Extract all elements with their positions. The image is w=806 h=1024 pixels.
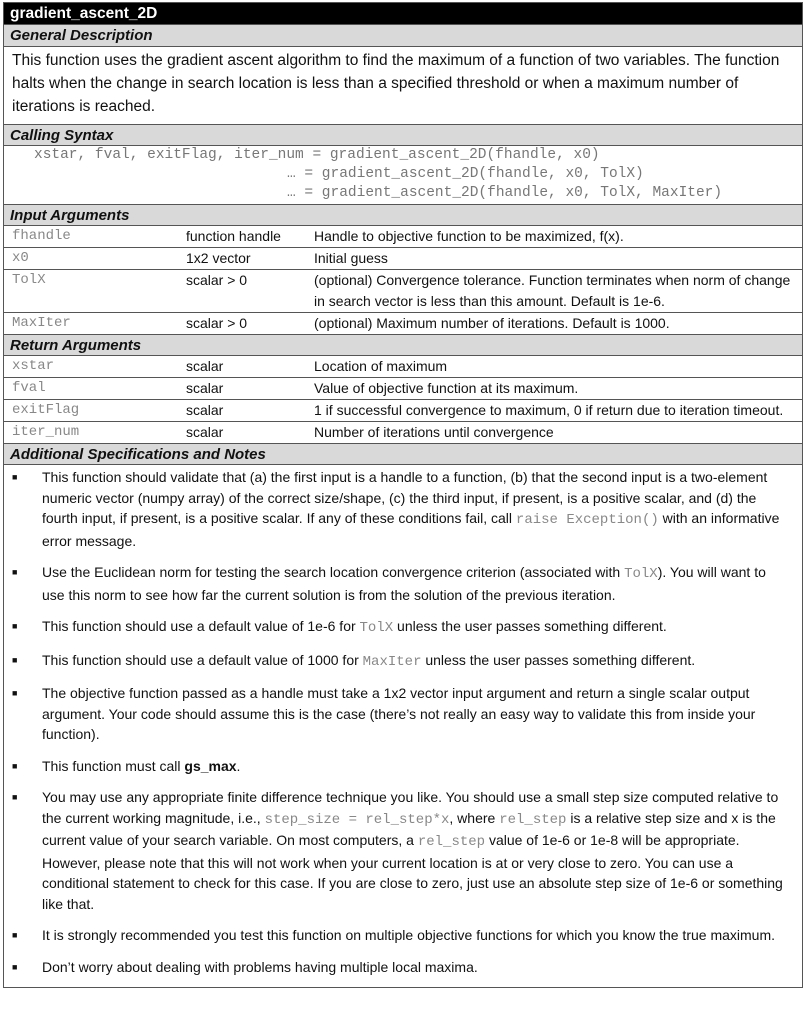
table-row [4, 270, 802, 313]
note-text-segment: with an informative error message. [42, 510, 780, 549]
note-item [12, 650, 792, 673]
note-item [12, 616, 792, 639]
arg-description: Location of maximum [314, 358, 448, 374]
bold-text: gs_max [184, 757, 237, 774]
arg-type: scalar > 0 [186, 315, 248, 331]
square-bullet-icon: ■ [12, 621, 18, 631]
calling-syntax-block [4, 146, 802, 204]
inline-code: TolX [624, 566, 658, 582]
square-bullet-icon: ■ [12, 567, 18, 577]
note-item [12, 787, 792, 914]
note-item [12, 756, 792, 777]
table-row [4, 356, 802, 378]
note-text-segment: This function should use a default value of 1000 for [42, 651, 363, 668]
return-arguments-heading: Return Arguments [4, 334, 802, 356]
note-text-segment: unless the user passes something different. [421, 651, 696, 668]
arg-type: 1x2 vector [186, 250, 251, 266]
arg-name: TolX [12, 272, 46, 288]
square-bullet-icon: ■ [12, 792, 18, 802]
square-bullet-icon: ■ [12, 760, 18, 771]
note-text-segment: ). You will want to use this norm to see how far the current solution is from the solution of the previous iteration. [42, 564, 766, 603]
arg-type: function handle [186, 228, 281, 244]
note-text [42, 756, 792, 777]
arg-name: iter_num [12, 424, 80, 440]
inline-code: TolX [359, 620, 394, 636]
syntax-line: … = gradient_ascent_2D(fhandle, x0, TolX, MaxIter) [287, 185, 723, 201]
note-text-segment: unless the user passes something different. [393, 618, 667, 634]
inline-code: rel_step [417, 834, 486, 850]
arg-description: 1 if successful convergence to maximum, 0 if return due to iteration timeout. [314, 402, 784, 418]
note-text-segment: value of 1e-6 or 1e-8 will be appropriate. However, please note that this will not work when your current location is at or very close to zero. You can use a conditional statement to check for this case. If you are close to zero, just use an absolute step size of 1e-6 or something like that. [42, 832, 783, 912]
arg-name: fhandle [12, 228, 71, 244]
note-text-segment: You may use any appropriate finite difference technique you like. You should use a small step size computed relative to the current working magnitude, i.e., [42, 789, 779, 826]
calling-syntax-heading: Calling Syntax [4, 124, 802, 146]
inline-code: step_size = rel_step*x [264, 811, 450, 828]
note-text [42, 467, 792, 551]
note-item [12, 925, 792, 946]
table-row [4, 400, 802, 422]
note-item [12, 683, 792, 745]
input-arguments-table [4, 226, 802, 334]
note-text-segment: This function should validate that (a) the first input is a handle to a function, (b) that the second input is a two-element numeric vector (numpy array) of the correct size/shape, (c) the third input, if present, is a positive scalar, and (d) the fourth input, if present, is a positive scalar. If any of these conditions fail, call [42, 469, 768, 526]
note-text-segment: This function must call [42, 757, 185, 774]
return-arguments-table [4, 356, 802, 443]
square-bullet-icon: ■ [12, 472, 18, 482]
note-text-segment: Don’t worry about dealing with problems having multiple local maxima. [42, 958, 478, 975]
inline-code: raise Exception() [515, 512, 659, 528]
arg-type: scalar [186, 358, 224, 374]
arg-type: scalar > 0 [186, 272, 248, 288]
arg-name: fval [12, 380, 46, 396]
inline-code: MaxIter [362, 653, 422, 670]
syntax-line: xstar, fval, exitFlag, iter_num = gradient_ascent_2D(fhandle, x0) [34, 147, 600, 163]
arg-description: Value of objective function at its maximum. [314, 380, 579, 396]
syntax-line: … = gradient_ascent_2D(fhandle, x0, TolX) [287, 166, 644, 182]
square-bullet-icon: ■ [12, 930, 18, 940]
note-text [42, 957, 792, 978]
note-item [12, 467, 792, 551]
note-text-segment: It is strongly recommended you test this function on multiple objective functions for which you know the true maximum. [42, 927, 776, 943]
arg-name: exitFlag [12, 402, 80, 418]
table-row [4, 248, 802, 270]
notes-heading: Additional Specifications and Notes [4, 443, 802, 465]
arg-description: Initial guess [314, 250, 388, 266]
table-row [4, 422, 802, 443]
table-row [4, 226, 802, 248]
arg-name: x0 [12, 250, 29, 266]
square-bullet-icon: ■ [12, 688, 18, 698]
note-text-segment: . [236, 757, 241, 774]
arg-description: (optional) Convergence tolerance. Function terminates when norm of change in search vector is less than this amount. Default is 1e-6. [314, 272, 791, 309]
note-text [42, 925, 792, 946]
arg-type: scalar [186, 402, 224, 418]
note-item [12, 957, 792, 978]
note-text [42, 650, 792, 673]
inline-code: rel_step [499, 811, 567, 828]
note-text [42, 787, 792, 914]
input-arguments-heading: Input Arguments [4, 204, 802, 226]
arg-description: (optional) Maximum number of iterations. Default is 1000. [314, 315, 670, 331]
square-bullet-icon: ■ [12, 654, 18, 665]
square-bullet-icon: ■ [12, 961, 18, 972]
arg-type: scalar [186, 424, 224, 440]
arg-type: scalar [186, 380, 224, 396]
note-text [42, 562, 792, 605]
note-text [42, 616, 792, 639]
arg-description: Handle to objective function to be maximized, f(x). [314, 228, 624, 244]
function-spec-document [3, 2, 803, 988]
note-text [42, 683, 792, 745]
table-row [4, 378, 802, 400]
arg-name: MaxIter [12, 315, 71, 331]
note-text-segment: Use the Euclidean norm for testing the search location convergence criterion (associated with [42, 564, 625, 580]
note-text-segment: This function should use a default value of 1e-6 for [42, 618, 360, 634]
table-row [4, 313, 802, 334]
arg-name: xstar [12, 358, 55, 374]
general-description-text: This function uses the gradient ascent algorithm to find the maximum of a function of two variables. The function halts when the change in search location is less than a specified threshold or when a maximum number of iterations is reached. [12, 52, 780, 115]
note-text-segment: , where [449, 809, 500, 826]
arg-description: Number of iterations until convergence [314, 424, 554, 440]
note-item [12, 562, 792, 605]
function-title: gradient_ascent_2D [4, 3, 802, 25]
note-text-segment: The objective function passed as a handle must take a 1x2 vector input argument and return a single scalar output argument. Your code should assume this is the case (there’s not really an easy way to validate this from inside your function). [42, 685, 756, 742]
notes-list [4, 465, 802, 987]
general-description-heading: General Description [4, 25, 802, 47]
note-text-segment: is a relative step size and x is the current value of your search variable. On most computers, a [42, 809, 776, 848]
